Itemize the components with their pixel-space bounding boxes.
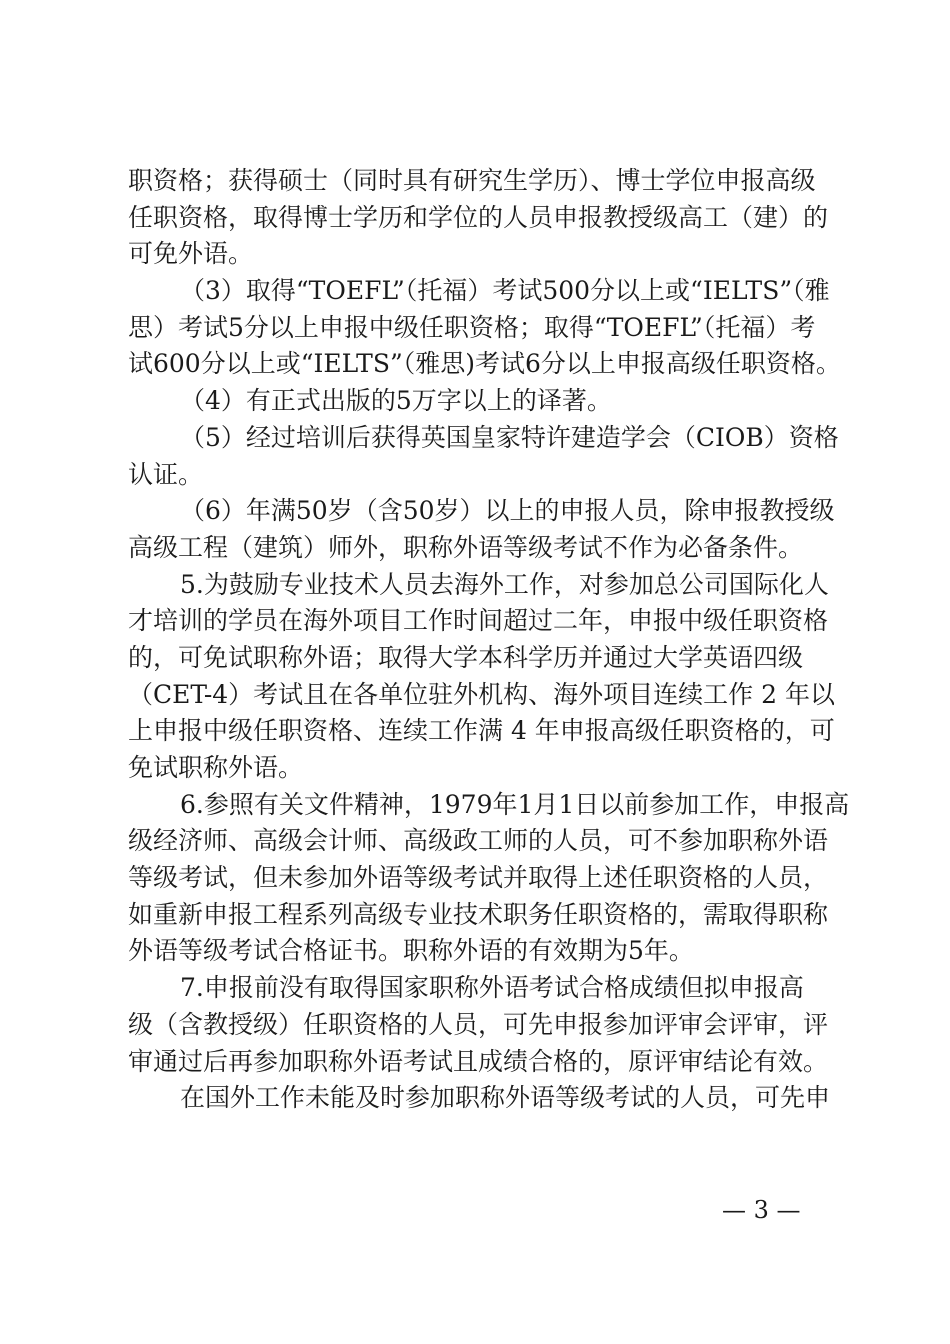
text-line: 级（含教授级）任职资格的人员，可先申报参加评审会评审，评	[128, 1009, 829, 1039]
text-line: 才培训的学员在海外项目工作时间超过二年，申报中级任职资格	[128, 606, 829, 636]
text-line: 职资格；获得硕士（同时具有研究生学历）、博士学位申报高级	[128, 166, 816, 195]
text-line: 上申报中级任职资格、连续工作满 4 年申报高级任职资格的，可	[128, 716, 835, 746]
text-line: 6.参照有关文件精神，1979年1月1日以前参加工作，申报高	[180, 789, 850, 819]
text-line: 高级工程（建筑）师外，职称外语等级考试不作为必备条件。	[128, 532, 804, 562]
text-line: 如重新申报工程系列高级专业技术职务任职资格的，需取得职称	[128, 899, 829, 929]
text-line: 等级考试，但未参加外语等级考试并取得上述任职资格的人员，	[128, 863, 829, 893]
text-line: 7.申报前没有取得国家职称外语考试合格成绩但拟申报高	[180, 973, 804, 1003]
text-line: 级经济师、高级会计师、高级政工师的人员，可不参加职称外语	[128, 826, 829, 856]
text-line: 外语等级考试合格证书。职称外语的有效期为5年。	[128, 936, 694, 966]
text-line: 在国外工作未能及时参加职称外语等级考试的人员，可先申	[180, 1083, 831, 1113]
text-line: （4）有正式出版的5万字以上的译著。	[180, 386, 612, 416]
text-line: （6）年满50岁（含50岁）以上的申报人员，除申报教授级	[180, 496, 835, 526]
text-line: （CET-4）考试且在各单位驻外机构、海外项目连续工作 2 年以	[128, 679, 835, 709]
page-number: — 3 —	[722, 1196, 801, 1224]
text-line: 免试职称外语。	[128, 753, 304, 782]
text-line: 任职资格，取得博士学历和学位的人员申报教授级高工（建）的	[128, 202, 829, 232]
text-line: 审通过后再参加职称外语考试且成绩合格的，原评审结论有效。	[128, 1046, 829, 1076]
text-line: 思）考试5分以上申报中级任职资格；取得“TOEFL”（托福）考	[128, 312, 816, 342]
text-line: 5.为鼓励专业技术人员去海外工作，对参加总公司国际化人	[180, 569, 829, 599]
document-body	[128, 163, 850, 1117]
text-line: 的，可免试职称外语；取得大学本科学历并通过大学英语四级	[128, 642, 804, 672]
text-line: （3）取得“TOEFL”（托福）考试500分以上或“IELTS”（雅	[180, 276, 830, 306]
text-line: 认证。	[128, 459, 204, 489]
text-line: 试600分以上或“IELTS”（雅思)考试6分以上申报高级任职资格。	[128, 349, 841, 379]
text-line: 可免外语。	[128, 239, 254, 269]
text-line: （5）经过培训后获得英国皇家特许建造学会（CIOB）资格	[180, 422, 839, 452]
